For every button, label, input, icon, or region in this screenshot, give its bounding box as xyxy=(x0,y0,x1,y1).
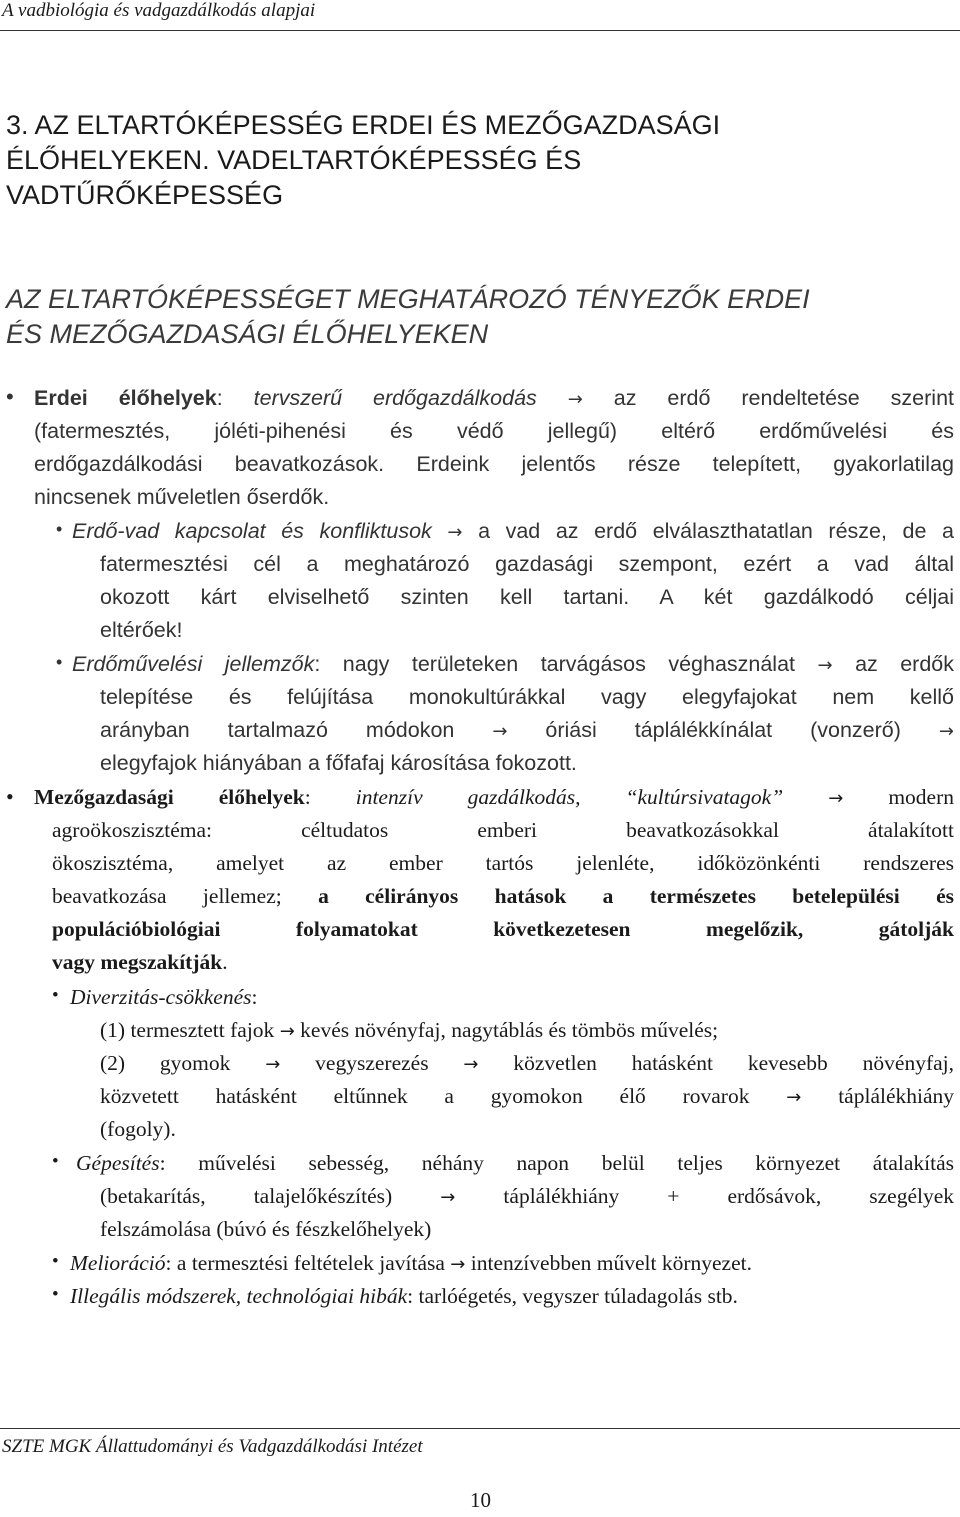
punct: : xyxy=(159,1151,166,1175)
text-line xyxy=(70,981,954,1014)
paragraph-mechanization-cont xyxy=(100,1180,954,1246)
text-line: elegyfajok hiányában a főfafaj károsítása fokozott. xyxy=(100,751,577,775)
text: nagy területeken tarvágásos véghasználat xyxy=(342,652,796,676)
arrow-icon: → xyxy=(492,721,508,742)
text: közvetett hatásként eltűnnek a gyomokon élő rovarok xyxy=(100,1084,750,1108)
text: arányban tartalmazó módokon xyxy=(100,718,455,742)
text-bold: populációbiológiai folyamatokat következetesen megelőzik, gátolják xyxy=(52,917,954,941)
bullet-marker: • xyxy=(56,652,63,672)
text: táplálékhiány + erdősávok, szegélyek xyxy=(503,1184,955,1208)
paragraph-illegal-methods xyxy=(70,1280,954,1313)
punct: : xyxy=(314,652,321,676)
paragraph-forest-habitats xyxy=(34,382,954,514)
term-italic: Erdő-vad kapcsolat és konfliktusok xyxy=(72,519,432,543)
arrow-icon: → xyxy=(279,1021,295,1042)
text: a vad az erdő elválaszthatatlan része, de a xyxy=(478,519,954,543)
text: intenzívebben művelt környezet. xyxy=(470,1251,752,1275)
paragraph-silviculture xyxy=(72,648,954,681)
bullet-marker: • xyxy=(56,519,63,539)
arrow-icon: → xyxy=(463,1054,479,1075)
text-line xyxy=(72,515,954,548)
paragraph-agricultural-habitats xyxy=(34,781,954,814)
text: vegyszerezés xyxy=(315,1051,429,1075)
text-line: (fatermesztés, jóléti-pihenési és védő jellegű) eltérő erdőművelési és xyxy=(34,419,954,443)
text: (1) termesztett fajok xyxy=(100,1018,275,1042)
arrow-icon: → xyxy=(817,655,833,676)
arrow-icon: → xyxy=(938,721,954,742)
text: művelési sebesség, néhány napon belül teljes környezet átalakítás xyxy=(198,1151,954,1175)
term-italic: “kultúrsivatagok” xyxy=(625,785,784,809)
bullet-marker: • xyxy=(52,1151,59,1172)
text: táplálékhiány xyxy=(838,1084,955,1108)
bullet-marker: • xyxy=(52,1251,59,1272)
text-line: fatermesztési cél a meghatározó gazdasági szempont, ezért a vad által xyxy=(100,552,954,576)
text-line: telepítése és felújítása monokultúrákkal vagy elegyfajokat nem kellő xyxy=(100,685,954,709)
text-line xyxy=(100,714,954,747)
arrow-icon: → xyxy=(447,522,463,543)
paragraph-conflicts-cont xyxy=(100,548,954,647)
punct: . xyxy=(222,950,228,974)
text-line xyxy=(100,1047,954,1080)
chapter-title xyxy=(6,108,946,213)
text-line: felszámolása (búvó és fészkelőhelyek) xyxy=(100,1217,432,1241)
term-italic: Melioráció xyxy=(70,1251,166,1275)
paragraph-silviculture-cont xyxy=(100,681,954,780)
term-italic: Diverzitás-csökkenés xyxy=(70,985,252,1009)
arrow-icon: → xyxy=(450,1254,466,1275)
paragraph-agricultural-cont xyxy=(52,814,954,979)
term-italic: Illegális módszerek, technológiai hibák xyxy=(70,1284,408,1308)
chapter-title-line: ÉLŐHELYEKEN. VADELTARTÓKÉPESSÉG ÉS xyxy=(6,145,582,175)
punct: : xyxy=(216,386,223,410)
bullet-marker: • xyxy=(6,384,14,409)
text-line: okozott kárt elviselhető szinten kell tartani. A két gazdálkodó céljai xyxy=(100,585,954,609)
bullet-marker: • xyxy=(6,784,14,809)
text-line xyxy=(70,1247,954,1280)
text: (betakarítás, talajelőkészítés) xyxy=(100,1184,393,1208)
paragraph-diversity xyxy=(70,981,954,1014)
text: beavatkozása jellemez; xyxy=(52,884,282,908)
term-italic: intenzív gazdálkodás, xyxy=(355,785,581,809)
bullet-marker: • xyxy=(52,985,59,1006)
term-bold: Mezőgazdasági élőhelyek xyxy=(34,785,305,809)
text-line xyxy=(70,1280,954,1313)
text: a termesztési feltételek javítása xyxy=(176,1251,445,1275)
term-bold: Erdei élőhelyek xyxy=(34,386,217,410)
text-line: nincsenek műveletlen őserdők. xyxy=(34,485,330,509)
header-rule xyxy=(0,30,960,31)
text: kevés növényfaj, nagytáblás és tömbös művelés; xyxy=(300,1018,719,1042)
text: tarlóégetés, vegyszer túladagolás stb. xyxy=(418,1284,738,1308)
page-number: 10 xyxy=(470,1488,491,1512)
punct: : xyxy=(251,985,258,1009)
paragraph-conflicts xyxy=(72,515,954,548)
section-heading xyxy=(6,282,956,352)
text: az erdő rendeltetése szerint xyxy=(613,386,954,410)
text-line xyxy=(52,913,954,946)
text-line: agroökoszisztéma: céltudatos emberi beavatkozásokkal átalakított xyxy=(52,818,954,842)
text-line: eltérőek! xyxy=(100,618,183,642)
text-line: (fogoly). xyxy=(100,1117,176,1141)
term-italic: Gépesítés xyxy=(76,1151,160,1175)
chapter-title-line: VADTŰRŐKÉPESSÉG xyxy=(6,180,284,210)
footer-rule xyxy=(0,1428,960,1429)
term-italic: tervszerű erdőgazdálkodás xyxy=(253,386,537,410)
punct: : xyxy=(304,785,311,809)
text: óriási táplálékkínálat (vonzerő) xyxy=(545,718,901,742)
text: modern xyxy=(888,785,954,809)
text-line xyxy=(100,1080,954,1113)
text-line xyxy=(100,1180,954,1213)
section-heading-line: AZ ELTARTÓKÉPESSÉGET MEGHATÁROZÓ TÉNYEZŐK ERDEI xyxy=(6,284,810,314)
text-line: erdőgazdálkodási beavatkozások. Erdeink jelentős része telepített, gyakorlatilag xyxy=(34,452,954,476)
text: az erdők xyxy=(855,652,955,676)
text-line xyxy=(72,648,954,681)
text-bold: vagy megszakítják xyxy=(52,950,223,974)
chapter-title-line: 3. AZ ELTARTÓKÉPESSÉG ERDEI ÉS MEZŐGAZDASÁGI xyxy=(6,110,721,140)
text-line xyxy=(52,946,954,979)
bullet-marker: • xyxy=(52,1284,59,1305)
text: közvetlen hatásként kevesebb növényfaj, xyxy=(513,1051,954,1075)
arrow-icon: → xyxy=(828,788,844,809)
text-line xyxy=(52,880,954,913)
text-line xyxy=(34,382,954,415)
arrow-icon: → xyxy=(567,389,583,410)
running-header: A vadbiológia és vadgazdálkodás alapjai xyxy=(2,0,316,21)
term-italic: Erdőművelési jellemzők xyxy=(72,652,315,676)
arrow-icon: → xyxy=(265,1054,281,1075)
text-line: ökoszisztéma, amelyet az ember tartós jelenléte, időközönkénti rendszeres xyxy=(52,851,954,875)
punct: : xyxy=(407,1284,414,1308)
arrow-icon: → xyxy=(786,1087,802,1108)
text: (2) gyomok xyxy=(100,1051,231,1075)
text-line xyxy=(34,781,954,814)
text-bold: a célirányos hatások a természetes betelepülési és xyxy=(318,884,955,908)
text-line xyxy=(76,1147,954,1180)
text-line xyxy=(100,1014,954,1047)
paragraph-diversity-items xyxy=(100,1014,954,1146)
paragraph-mechanization xyxy=(76,1147,954,1180)
section-heading-line: ÉS MEZŐGAZDASÁGI ÉLŐHELYEKEN xyxy=(6,319,489,349)
footer-institute: SZTE MGK Állattudományi és Vadgazdálkodási Intézet xyxy=(2,1436,423,1457)
punct: : xyxy=(165,1251,172,1275)
arrow-icon: → xyxy=(440,1187,456,1208)
paragraph-melioration xyxy=(70,1247,954,1280)
